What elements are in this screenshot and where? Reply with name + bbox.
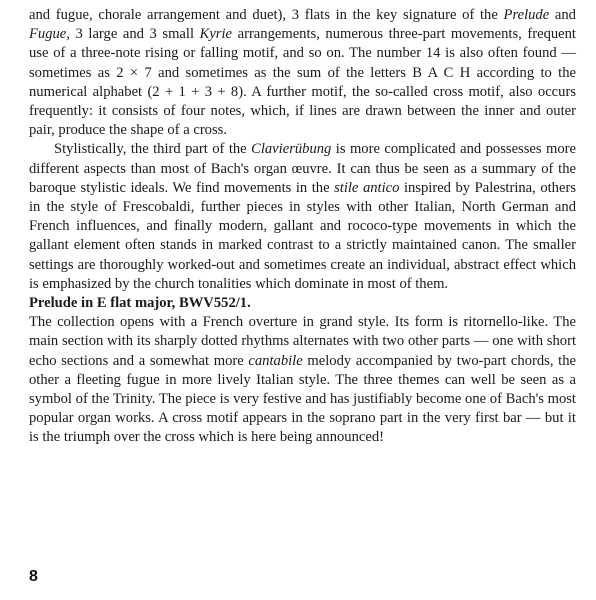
italic-term: cantabile [248, 352, 303, 369]
paragraph-symbolism [29, 6, 576, 140]
italic-term: Clavierübung [251, 141, 332, 158]
page-number: 8 [29, 568, 38, 585]
text-run: and fugue, chorale arrangement and duet), 3 flats in the key signature of the [29, 7, 504, 23]
italic-term: stile antico [334, 179, 400, 196]
text-run: is more complicated and possesses more different aspects than most of Bach's organ œuvre. It can thus be seen as a summary of the baroque stylistic ideals. We find movements in the [29, 141, 576, 196]
italic-term: Fugue [29, 26, 67, 43]
paragraph-stylistics [29, 140, 576, 294]
text-run: Stylistically, the third part of the [54, 141, 252, 158]
text-run: inspired by Palestrina, others in the style of Frescobaldi, further pieces in styles with other Italian, North German and French influences, and finally modern, gallant and rococo-type movements in which the gallant element often stands in marked contrast to a strictly maintained canon. The smaller settings are thoroughly worked-out and sometimes create an individual, abstract effect which is emphasized by the church tonalities which dominate in most of them. [29, 179, 576, 292]
text-run: arrangements, numerous three-part movements, frequent use of a three-note rising or falling motif, and so on. The number 14 is also often found — sometimes as 2 × 7 and sometimes as the sum of the letters B A C H according to the numerical alphabet (2 + 1 + 3 + 8). A further motif, the so-called cross motif, also occurs frequently: it consists of four notes, which, if lines are drawn between the inner and outer pair, produce the shape of a cross. [29, 26, 576, 139]
document-page [29, 6, 576, 448]
text-run: The collection opens with a French overture in grand style. Its form is ritornello-like. The main section with its sharply dotted rhythms alternates with two other parts — one with short echo sections and a somewhat more [29, 314, 576, 369]
text-run: , 3 large and 3 small [66, 26, 200, 43]
section-heading: Prelude in E flat major, BWV552/1. [29, 295, 251, 312]
italic-term: Kyrie [199, 26, 233, 43]
paragraph-prelude [29, 313, 576, 447]
text-run: melody accompanied by two-part chords, the other a fleeting fugue in more lively Italian style. The three themes can well be seen as a symbol of the Trinity. The piece is very festive and has justifiably become one of Bach's most popular organ works. A cross motif appears in the soprano part in the very first bar — but it is the triumph over the cross which is here being announced! [29, 352, 576, 446]
italic-term: Prelude [503, 7, 550, 23]
text-run: and [549, 7, 576, 23]
